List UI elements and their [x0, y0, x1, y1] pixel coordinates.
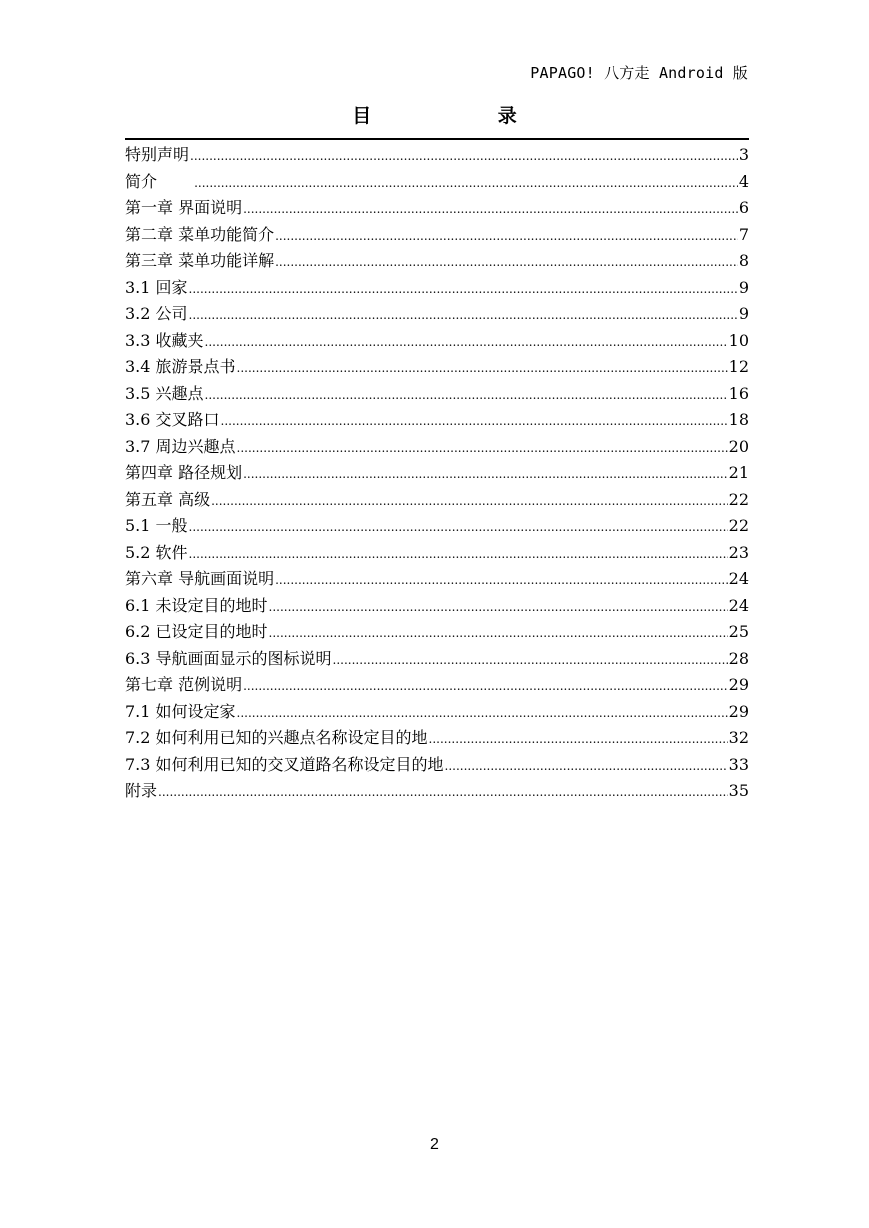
toc-entry-label: 3.2 公司: [125, 304, 188, 323]
running-header: PAPAGO! 八方走 Android 版: [530, 64, 748, 82]
toc-entry-label: 5.1 一般: [125, 516, 188, 535]
toc-entry[interactable]: [125, 301, 749, 328]
toc-entry-label: 第二章 菜单功能简介: [125, 224, 275, 244]
toc-entry-page: 4: [738, 171, 749, 191]
toc-entry[interactable]: [125, 275, 749, 302]
toc-entry[interactable]: [125, 195, 749, 222]
toc-entry[interactable]: [125, 487, 749, 514]
toc-entry[interactable]: [125, 354, 749, 381]
toc-entry-page: 9: [738, 277, 749, 297]
page-number: 2: [430, 1136, 439, 1153]
toc-entry-label: 6.3 导航画面显示的图标说明: [125, 648, 332, 668]
dot-leader: [243, 673, 728, 700]
table-of-contents: [125, 142, 749, 805]
dot-leader: [158, 779, 728, 806]
toc-entry-page: 24: [728, 595, 749, 615]
dot-leader: [333, 647, 728, 674]
toc-entry-page: 9: [738, 304, 749, 323]
dot-leader: [237, 355, 728, 382]
toc-entry-page: 24: [728, 569, 749, 588]
toc-entry-page: 7: [738, 224, 749, 244]
dot-leader: [221, 408, 728, 435]
toc-entry-page: 8: [738, 251, 749, 270]
toc-entry-label: 特别声明: [125, 145, 190, 164]
toc-entry-label: 7.2 如何利用已知的兴趣点名称设定目的地: [125, 728, 428, 747]
toc-entry-label: 第三章 菜单功能详解: [125, 251, 275, 270]
toc-entry-page: 25: [728, 622, 749, 641]
toc-entry[interactable]: [125, 434, 749, 461]
toc-entry-label: 6.2 已设定目的地时: [125, 622, 268, 641]
toc-entry-page: 21: [728, 463, 749, 482]
title-rule: [125, 138, 749, 140]
toc-entry[interactable]: [125, 248, 749, 275]
toc-entry-label: 第五章 高级: [125, 489, 211, 509]
dot-leader: [190, 143, 738, 170]
dot-leader: [189, 541, 728, 568]
toc-entry[interactable]: [125, 460, 749, 487]
toc-entry[interactable]: [125, 381, 749, 408]
toc-entry-page: 3: [738, 145, 749, 164]
toc-entry[interactable]: [125, 222, 749, 249]
dot-leader: [189, 302, 738, 329]
toc-entry[interactable]: [125, 725, 749, 752]
dot-leader: [205, 382, 728, 409]
dot-leader: [269, 594, 728, 621]
toc-entry-page: 32: [728, 728, 749, 747]
toc-entry-label: 3.7 周边兴趣点: [125, 436, 236, 456]
toc-entry-page: 10: [728, 330, 749, 350]
toc-entry[interactable]: [125, 752, 749, 779]
toc-entry[interactable]: [125, 778, 749, 805]
toc-entry-label: 5.2 软件: [125, 542, 188, 562]
toc-entry[interactable]: [125, 407, 749, 434]
toc-entry-page: 28: [728, 648, 749, 668]
toc-title: 目 录: [352, 105, 577, 127]
toc-entry-label: 7.3 如何利用已知的交叉道路名称设定目的地: [125, 754, 444, 774]
toc-entry-label: 附录: [125, 781, 158, 800]
toc-entry-page: 18: [728, 410, 749, 429]
toc-entry[interactable]: [125, 619, 749, 646]
dot-leader: [189, 514, 728, 541]
toc-entry-label: 第一章 界面说明: [125, 198, 243, 217]
toc-entry-label: 7.1 如何设定家: [125, 701, 236, 721]
toc-entry-label: 简介: [125, 171, 163, 191]
toc-entry-page: 29: [728, 701, 749, 721]
toc-entry[interactable]: [125, 672, 749, 699]
dot-leader: [194, 170, 738, 197]
toc-entry[interactable]: [125, 699, 749, 726]
dot-leader: [211, 488, 728, 515]
toc-entry-page: 35: [728, 781, 749, 800]
dot-leader: [275, 567, 728, 594]
toc-entry-page: 20: [728, 436, 749, 456]
toc-entry-label: 第四章 路径规划: [125, 463, 243, 482]
toc-entry-page: 22: [728, 516, 749, 535]
toc-entry-label: 6.1 未设定目的地时: [125, 595, 268, 615]
toc-entry-label: 3.4 旅游景点书: [125, 357, 236, 376]
dot-leader: [237, 435, 728, 462]
toc-entry-label: 3.3 收藏夹: [125, 330, 204, 350]
dot-leader: [275, 249, 738, 276]
dot-leader: [269, 620, 728, 647]
toc-entry[interactable]: [125, 142, 749, 169]
toc-entry[interactable]: [125, 646, 749, 673]
toc-entry[interactable]: [125, 169, 749, 196]
dot-leader: [243, 196, 738, 223]
toc-entry-label: 3.6 交叉路口: [125, 410, 220, 429]
dot-leader: [189, 276, 738, 303]
dot-leader: [429, 726, 728, 753]
toc-entry-page: 16: [728, 383, 749, 403]
toc-entry[interactable]: [125, 540, 749, 567]
dot-leader: [275, 223, 738, 250]
dot-leader: [243, 461, 728, 488]
toc-entry-page: 23: [728, 542, 749, 562]
dot-leader: [205, 329, 728, 356]
toc-entry-page: 33: [728, 754, 749, 774]
toc-entry-page: 12: [728, 357, 749, 376]
toc-entry-label: 3.5 兴趣点: [125, 383, 204, 403]
toc-entry-label: 3.1 回家: [125, 277, 188, 297]
toc-entry-page: 29: [728, 675, 749, 694]
dot-leader: [445, 753, 728, 780]
toc-entry-label: 第六章 导航画面说明: [125, 569, 275, 588]
toc-entry[interactable]: [125, 593, 749, 620]
toc-entry-page: 6: [738, 198, 749, 217]
dot-leader: [237, 700, 728, 727]
toc-entry-page: 22: [728, 489, 749, 509]
toc-entry-label: 第七章 范例说明: [125, 675, 243, 694]
toc-entry[interactable]: [125, 328, 749, 355]
toc-entry[interactable]: [125, 513, 749, 540]
toc-entry[interactable]: [125, 566, 749, 593]
